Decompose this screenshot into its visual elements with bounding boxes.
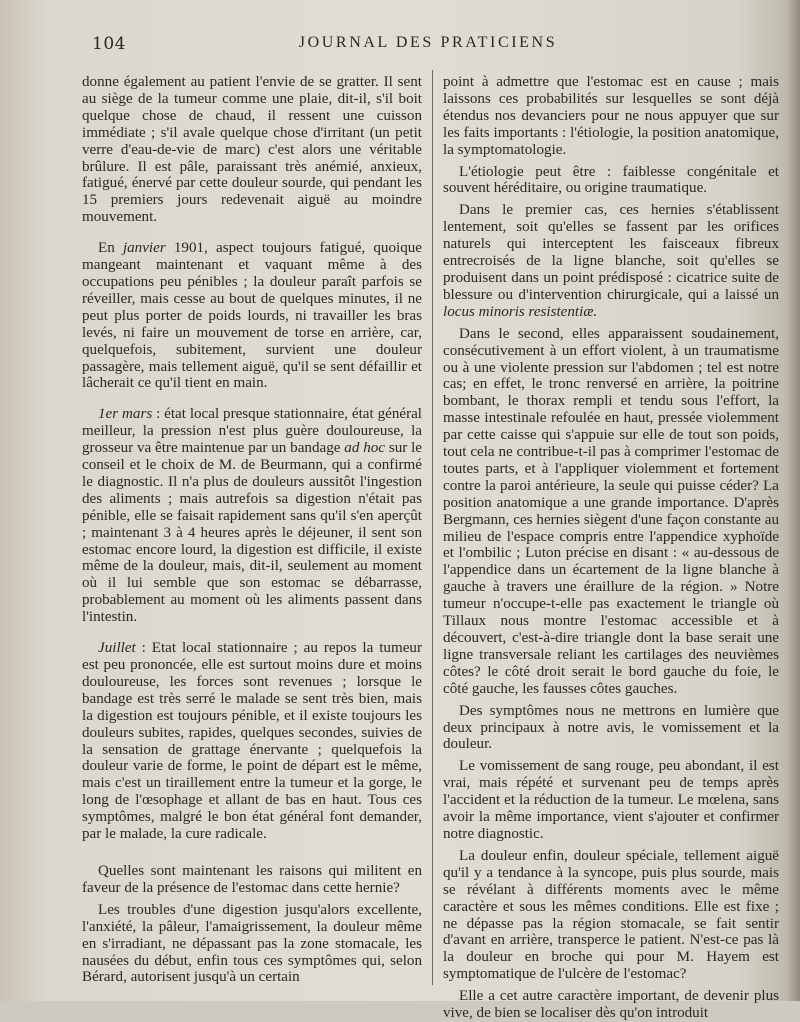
paragraph-july: Juillet : Etat local stationnaire ; au repos la tumeur est peu prononcée, elle est surtout moins dure et moins douloureuse, les forces sont revenues ; lorsque le bandage est très serré le malade se sent très bien, mais la digestion est toujours pénible, et il existe toujours les douleurs subites, rapides, quelques secondes, suivies de la sensation de grattage énervante ; quelquefois la douleur varie de forme, le point de départ est le même, mais c'est un tiraillement entre la tumeur et la gorge, le long de l'œsophage et allant de bas en haut. Tous ces symptômes, malgré le bon état général font demander, par le malade, la cure radicale. [82,640,422,843]
page-header [78,34,778,56]
date-label: janvier [122,240,166,257]
right-column [443,74,779,1022]
paragraph: Des symptômes nous ne mettrons en lumière que deux principaux à notre avis, le vomissement et la douleur. [443,702,779,753]
left-column [82,74,423,986]
paragraph-question: Quelles sont maintenant les raisons qui militent en faveur de la présence de l'estomac dans cette hernie? [82,862,422,896]
paragraph: Dans le premier cas, ces hernies s'établissent lentement, soit qu'elles se fassent par les orifices naturels qui interceptent les faisceaux fibreux entrecroisés de la ligne blanche, soit qu'elles se produisent dans un point prédisposé : cicatrice suite de blessure ou d'intervention chirurgicale, qui a laissé un locus minoris resistentiæ. [443,202,779,320]
paragraph: Dans le second, elles apparaissent soudainement, consécutivement à un effort violent, à un traumatisme ou à une violente pression sur l'abdomen ; tel est notre cas; en effet, le tronc renversé en arrière, la poitrine bombant, le thorax rempli et tendu sous l'effort, la masse intestinale refoulée en haut, pressée violemment par cette caisse qui s'appuie sur elle de tout son poids, tout cela ne contribue-t-il pas à comprimer l'estomac de toutes parts, et à l'appliquer violemment et fortement contre la paroi antérieure, la seule qui puisse céder? La position anatomique a une grande importance. D'après Bergmann, ces hernies siègent d'une façon constante au milieu de l'espace compris entre l'appendice xyphoïde et l'ombilic ; Luton précise en disant : « au-dessous de l'appendice dans un écartement de la ligne blanche à gauche à travers une éraillure de la région. » Notre tumeur n'occupe-t-elle pas exactement le triangle où Tillaux nous montre l'estomac accessible et à découvert, c'est-à-dire triangle dont la base serait une ligne transversale reliant les cartilages des neuvièmes côtes? le côté droit serait le bord gauche du foie, le côté gauche, les fausses côtes gauches. [443,325,779,697]
paragraph: donne également au patient l'envie de se gratter. Il sent au siège de la tumeur comme une plaie, dit-il, s'il boit quelque chose de chaud, il ressent une cuisson immédiate ; s'il avale quelque chose d'irritant (un petit verre d'eau-de-vie de marc) c'est alors une véritable brûlure. Il est pâle, paraissant très anémié, anxieux, fatigué, énervé par cette douleur sourde, qui pendant les 15 premiers jours redevenait aiguë au moindre mouvement. [82,74,422,226]
page-number: 104 [92,34,126,54]
paragraph: Elle a cet autre caractère important, de devenir plus vive, de bien se localiser dès qu'on introduit [443,988,779,1022]
paragraph: point à admettre que l'estomac est en cause ; mais laissons ces probabilités sur lesquelles se sont déjà étendus nos devanciers pour ne nous appuyer que sur les faits importants : l'étiologie, la position anatomique, la symptomatologie. [443,74,779,158]
page-shadow [786,0,800,1001]
paragraph: La douleur enfin, douleur spéciale, tellement aiguë qu'il y a tendance à la syncope, puis plus sourde, mais se révélant à différents moments avec le même caractère et sous les mêmes conditions. Elle est fixe ; ne dépasse pas la région stomacale, se fait sentir d'avant en arrière, transperce le patient. N'est-ce pas là la douleur en broche qui pour M. Hayem est symptomatique de l'ulcère de l'estomac? [443,847,779,983]
date-label: Juillet [98,640,136,657]
paragraph: Le vomissement de sang rouge, peu abondant, il est vrai, mais répété et survenant peu de temps après l'accident et la réduction de la tumeur. Le mœlena, sans avoir la même importance, vient s'ajouter et confirmer notre diagnostic. [443,758,779,842]
latin-term: ad hoc [344,440,386,457]
paragraph: Les troubles d'une digestion jusqu'alors excellente, l'anxiété, la pâleur, l'amaigrissement, la douleur même en s'irradiant, ne dépassant pas la zone stomacale, les nausées du début, enfin tous ces symptômes qui, selon Bérard, autorisent jusqu'à un certain [82,901,422,986]
date-label: 1er mars [98,406,153,423]
paragraph-march: 1er mars : état local presque stationnaire, état général meilleur, la pression n'est plus guère douloureuse, la grosseur va être maintenue par un bandage ad hoc sur le conseil et le choix de M. de Beurmann, qui a confirmé le diagnostic. Il n'a plus de douleurs aussitôt l'ingestion des aliments ; mais autrefois sa digestion n'était pas pénible, elle se faisait rapidement sans qu'il s'en aperçût ; maintenant 3 à 4 heures après le déjeuner, il sent son estomac encore lourd, la digestion est difficile, il existe même de la douleur, mais, dit-il, seulement au moment où il lui semble que son estomac se débarrasse, probablement au moment où les aliments passent dans l'intestin. [82,406,423,626]
paragraph: L'étiologie peut être : faiblesse congénitale et souvent héréditaire, ou origine traumatique. [443,163,779,197]
running-title: JOURNAL DES PRATICIENS [298,34,558,51]
paragraph-january: En janvier 1901, aspect toujours fatigué, quoique mangeant maintenant et vaquant même à des occupations peu pénibles ; la douleur paraît parfois se réveiller, mais cesse au bout de quelques minutes, il ne peut plus porter de poids lourds, ni travailler les bras levés, ni faire un mouvement de torse en arrière, car, quelquefois, subitement, survient une douleur passagère, mais tellement aiguë, qu'il se sent défaillir et lâcherait ce qu'il tient en main. [82,240,422,392]
column-divider [432,70,433,985]
latin-term: locus minoris resistentiæ. [443,303,598,320]
